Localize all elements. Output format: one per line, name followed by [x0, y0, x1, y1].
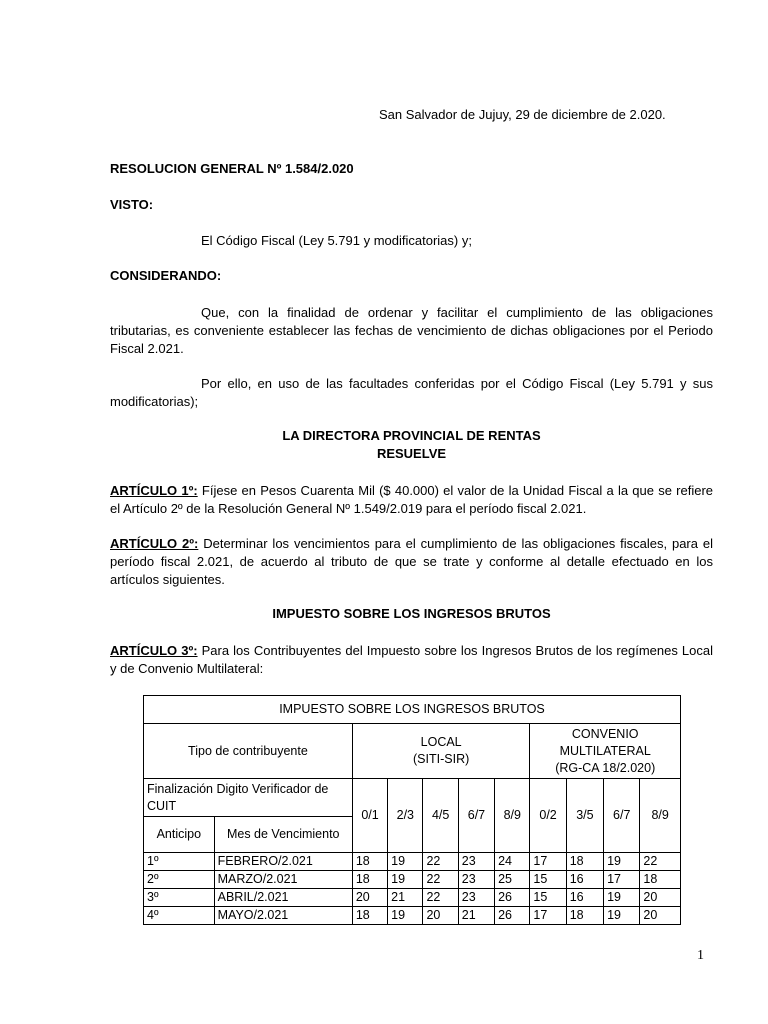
page-number: 1: [697, 948, 704, 963]
day-cell: 19: [388, 907, 423, 925]
digit-col-1: 2/3: [388, 779, 423, 853]
anticipo-header: Anticipo: [144, 817, 215, 853]
day-cell: 19: [388, 853, 423, 871]
day-cell: 18: [352, 907, 387, 925]
digito-verificador-header: Finalización Digito Verificador de CUIT: [144, 779, 353, 817]
article-3-label: ARTÍCULO 3º:: [110, 643, 198, 658]
resolution-title: RESOLUCION GENERAL Nº 1.584/2.020: [110, 161, 354, 176]
article-1: [110, 482, 713, 518]
day-cell: 22: [423, 871, 458, 889]
local-header-line-1: LOCAL: [420, 735, 462, 749]
table-row: [144, 871, 681, 889]
anticipo-cell: 2º: [144, 871, 215, 889]
mes-cell: FEBRERO/2.021: [214, 853, 352, 871]
day-cell: 20: [640, 907, 681, 925]
article-1-label: ARTÍCULO 1º:: [110, 483, 198, 498]
day-cell: 20: [423, 907, 458, 925]
mes-vencimiento-header: Mes de Vencimiento: [214, 817, 352, 853]
day-cell: 23: [458, 889, 494, 907]
day-cell: 17: [530, 853, 566, 871]
day-cell: 22: [640, 853, 681, 871]
day-cell: 21: [388, 889, 423, 907]
considerando-paragraph-1: Que, con la finalidad de ordenar y facilitar el cumplimiento de las obligaciones tributarias, es conveniente establecer las fechas de vencimiento de dichas obligaciones por el Periodo Fiscal 2.021.: [110, 305, 713, 356]
day-cell: 22: [423, 889, 458, 907]
day-cell: 15: [530, 871, 566, 889]
local-header-line-2: (SITI-SIR): [413, 752, 470, 766]
mes-cell: MARZO/2.021: [214, 871, 352, 889]
day-cell: 23: [458, 853, 494, 871]
vencimientos-table: [143, 695, 681, 925]
day-cell: 18: [566, 907, 603, 925]
article-3: [110, 642, 713, 678]
anticipo-cell: 3º: [144, 889, 215, 907]
day-cell: 24: [495, 853, 530, 871]
digit-col-2: 4/5: [423, 779, 458, 853]
convenio-header-line-3: (RG-CA 18/2.020): [555, 760, 656, 775]
section-heading: IMPUESTO SOBRE LOS INGRESOS BRUTOS: [272, 606, 551, 621]
date-line: San Salvador de Jujuy, 29 de diciembre de 2.020.: [379, 107, 666, 122]
day-cell: 20: [640, 889, 681, 907]
article-1-text: Fíjese en Pesos Cuarenta Mil ($ 40.000) el valor de la Unidad Fiscal a la que se refiere el Artículo 2º de la Resolución General Nº 1.549/2.019 para el período fiscal 2.021.: [110, 483, 713, 516]
visto-text: El Código Fiscal (Ley 5.791 y modificatorias) y;: [201, 233, 472, 248]
day-cell: 23: [458, 871, 494, 889]
visto-heading: VISTO:: [110, 197, 154, 212]
digit-col-8: 8/9: [640, 779, 681, 853]
article-2: [110, 535, 713, 589]
day-cell: 19: [388, 871, 423, 889]
mes-cell: ABRIL/2.021: [214, 889, 352, 907]
article-3-text: Para los Contribuyentes del Impuesto sobre los Ingresos Brutos de los regímenes Local y de Convenio Multilateral:: [110, 643, 714, 676]
day-cell: 20: [352, 889, 387, 907]
day-cell: 16: [566, 889, 603, 907]
day-cell: 17: [530, 907, 566, 925]
digit-col-7: 6/7: [604, 779, 640, 853]
convenio-header-line-2: MULTILATERAL: [559, 743, 651, 758]
day-cell: 19: [604, 889, 640, 907]
article-2-text: Determinar los vencimientos para el cumplimiento de las obligaciones fiscales, para el período fiscal 2.021, de acuerdo al tributo de que se trate y conforme al detalle efectuado en los artículos siguientes.: [110, 536, 713, 587]
day-cell: 26: [495, 889, 530, 907]
digit-col-4: 8/9: [495, 779, 530, 853]
digit-col-5: 0/2: [530, 779, 566, 853]
day-cell: 18: [566, 853, 603, 871]
anticipo-cell: 1º: [144, 853, 215, 871]
article-2-label: ARTÍCULO 2º:: [110, 536, 199, 551]
local-header: [352, 724, 530, 779]
considerando-heading: CONSIDERANDO:: [110, 268, 222, 283]
table-row: [144, 907, 681, 925]
digit-col-3: 6/7: [458, 779, 494, 853]
day-cell: 26: [495, 907, 530, 925]
day-cell: 17: [604, 871, 640, 889]
convenio-header: [530, 724, 681, 779]
table-title: IMPUESTO SOBRE LOS INGRESOS BRUTOS: [144, 696, 681, 724]
mes-cell: MAYO/2.021: [214, 907, 352, 925]
convenio-header-line-1: CONVENIO: [571, 726, 639, 741]
day-cell: 18: [640, 871, 681, 889]
day-cell: 21: [458, 907, 494, 925]
day-cell: 22: [423, 853, 458, 871]
day-cell: 18: [352, 853, 387, 871]
day-cell: 19: [604, 907, 640, 925]
day-cell: 16: [566, 871, 603, 889]
digit-col-6: 3/5: [566, 779, 603, 853]
day-cell: 18: [352, 871, 387, 889]
considerando-paragraph-2: Por ello, en uso de las facultades conferidas por el Código Fiscal (Ley 5.791 y sus modificatorias);: [110, 376, 713, 409]
tipo-contribuyente-header: Tipo de contribuyente: [144, 724, 353, 779]
day-cell: 15: [530, 889, 566, 907]
anticipo-cell: 4º: [144, 907, 215, 925]
table-row: [144, 889, 681, 907]
table-row: [144, 853, 681, 871]
day-cell: 25: [495, 871, 530, 889]
authority-line: LA DIRECTORA PROVINCIAL DE RENTAS: [282, 428, 541, 443]
day-cell: 19: [604, 853, 640, 871]
resuelve-line: RESUELVE: [376, 446, 447, 461]
digit-col-0: 0/1: [352, 779, 387, 853]
